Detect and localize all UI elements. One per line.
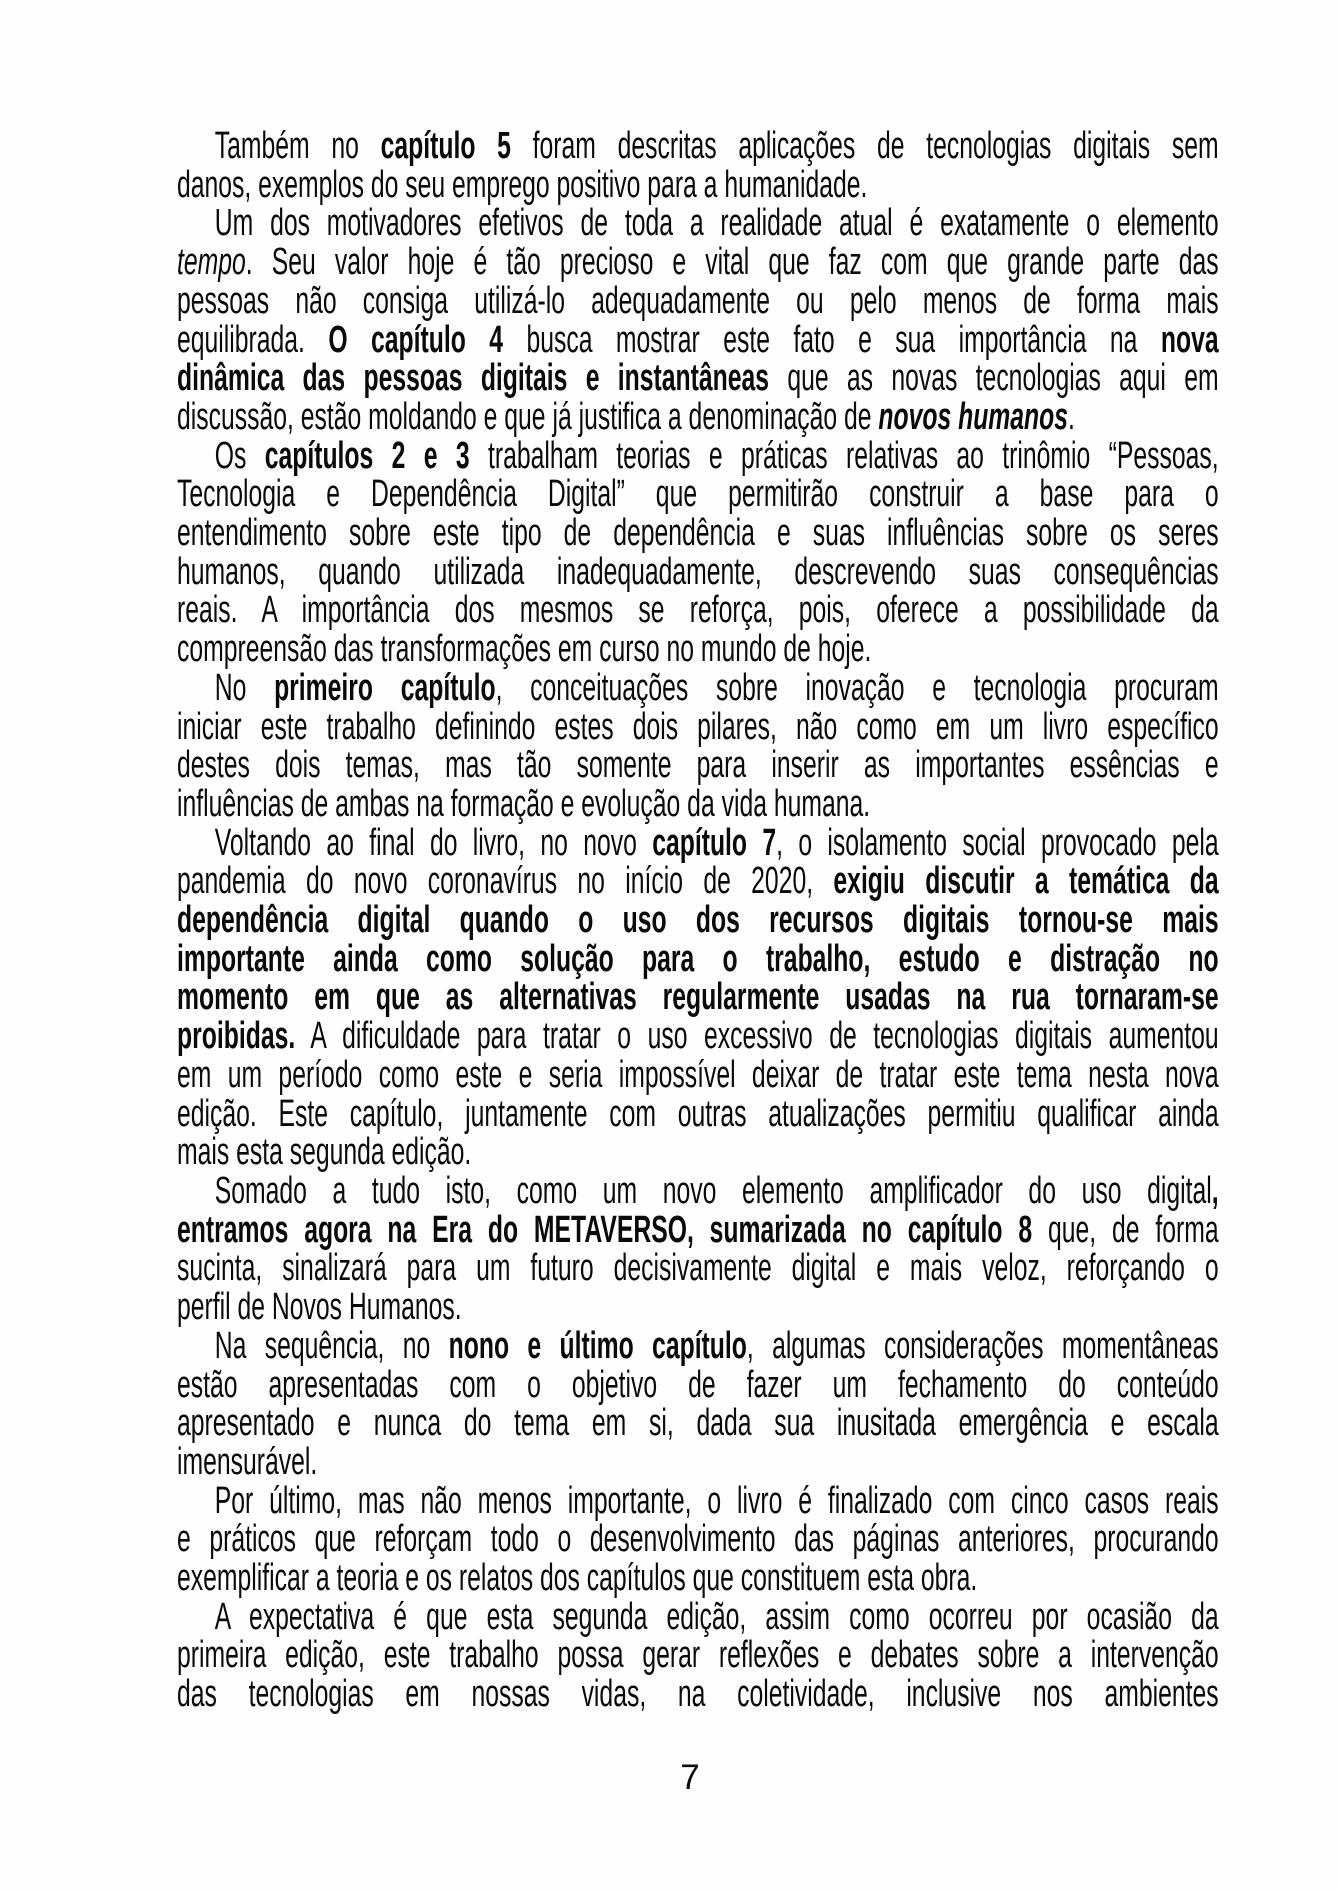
paragraph [177,1169,1219,1329]
text-segment: , algumas considerações momentâneas [746,1324,1219,1367]
text-line [177,475,1219,514]
text-segment: edição. Este capítulo, juntamente com outras atualizações permitiu qualificar ainda [177,1092,1219,1135]
text-line [177,937,1219,980]
text-line [177,243,1219,282]
text-segment: em um período como este e seria impossível deixar de tratar este tema nesta nova [177,1053,1219,1096]
text-segment: , conceituações sobre inovação e tecnologia procuram [495,666,1219,709]
text-segment: pandemia do novo coronavírus no início de 2020, [177,860,834,903]
text-line [177,395,1219,438]
text-segment: Um dos motivadores efetivos de toda a realidade atual é exatamente o elemento [214,202,1219,245]
page-number: 7 [680,1758,700,1797]
text-line [177,705,1219,748]
paragraph [177,1595,1219,1716]
text-line [177,1288,1219,1327]
text-segment: novos humanos [878,395,1069,438]
text-segment: . [1068,395,1075,438]
text-segment: exigiu discutir a temática da [833,860,1219,903]
text-line [177,1053,1219,1096]
text-segment: exemplificar a teoria e os relatos dos capítulos que constituem esta obra. [177,1557,978,1600]
text-segment: Somado a tudo isto, como um novo elemento amplificador do uso digital [214,1169,1212,1212]
text-segment: Na sequência, no [214,1324,449,1367]
text-line [177,978,1219,1017]
text-segment: das tecnologias em nossas vidas, na coletividade, inclusive nos ambientes [177,1673,1219,1716]
text-segment: estão apresentadas com o objetivo de fazer um fechamento do conteúdo [177,1363,1219,1406]
text-segment: foram descritas aplicações de tecnologias digitais sem [510,125,1219,167]
text-line [177,1208,1219,1251]
text-line [177,1324,1219,1367]
text-segment: trabalham teorias e práticas relativas ao trinômio “Pessoas, [469,434,1219,477]
text-segment: . Seu valor hoje é tão precioso e vital que faz com que grande parte das [245,241,1219,284]
text-line [177,1440,1219,1483]
text-segment: primeiro capítulo [274,666,496,709]
text-segment: , o isolamento social provocado pela [776,821,1219,864]
text-segment: Voltando ao final do livro, no novo [214,821,653,864]
text-segment: nono e último capítulo [448,1324,747,1367]
text-segment: busca mostrar este fato e sua importância na [503,318,1161,361]
paragraph [177,1324,1219,1483]
text-segment: No [214,666,275,709]
text-segment: perfil de Novos Humanos. [177,1286,462,1329]
text-line [177,1249,1219,1288]
text-line [177,591,1219,630]
text-line [177,434,1219,477]
text-segment: O capítulo 4 [328,318,504,361]
text-line [177,204,1219,243]
text-segment: reais. A importância dos mesmos se reforça, pois, oferece a possibilidade da [177,589,1219,632]
text-line [177,1017,1219,1056]
text-segment: imensurável. [177,1440,318,1483]
text-segment: danos, exemplos do seu emprego positivo para a humanidade. [177,163,868,206]
text-segment: destes dois temas, mas tão somente para inserir as importantes essências e [177,744,1219,787]
text-segment: compreensão das transformações em curso no mundo de hoje. [177,628,872,671]
text-line [177,901,1219,940]
text-line [177,666,1219,709]
text-line [177,1092,1219,1135]
text-segment: A expectativa é que esta segunda edição, assim como ocorreu por ocasião da [214,1595,1219,1638]
text-segment: Tecnologia e Dependência Digital” que permitirão construir a base para o [177,473,1219,516]
text-segment: equilibrada. [177,318,329,361]
text-segment: Também no [214,125,381,167]
text-segment: humanos, quando utilizada inadequadamente, descrevendo suas consequências [177,550,1219,593]
text-segment: influências de ambas na formação e evolução da vida humana. [177,782,871,825]
text-segment: primeira edição, este trabalho possa gerar reflexões e debates sobre a intervenção [177,1634,1219,1677]
text-segment: dependência digital quando o uso dos recursos digitais tornou-se mais [177,899,1219,942]
text-segment: que, de forma [1032,1208,1219,1251]
text-line [177,550,1219,593]
text-segment: tempo [177,241,246,284]
text-segment: dinâmica das pessoas digitais e instantâneas [177,357,770,400]
text-segment: que as novas tecnologias aqui em [769,357,1219,400]
text-segment: sucinta, sinalizará para um futuro decisivamente digital e mais veloz, reforçando o [177,1247,1219,1290]
text-segment: entramos agora na Era do METAVERSO, sumarizada no capítulo 8 [177,1208,1033,1251]
text-line [177,1169,1219,1212]
paragraph [177,666,1219,825]
text-line [177,359,1219,398]
text-line [177,1559,1219,1598]
text-line [177,1363,1219,1406]
text-segment: entendimento sobre este tipo de dependência e suas influências sobre os seres [177,512,1219,555]
text-segment: mais esta segunda edição. [177,1131,472,1174]
text-segment: discussão, estão moldando e que já justifica a denominação de [177,395,879,438]
text-line [177,630,1219,669]
text-segment: , [1211,1169,1219,1212]
paragraph [177,127,1219,204]
text-segment: capítulo 5 [380,125,511,167]
text-segment: nova [1160,318,1219,361]
text-line [177,1133,1219,1172]
text-segment: Os [214,434,265,477]
text-segment: capítulos 2 e 3 [264,434,470,477]
text-line [177,127,1219,166]
text-segment: momento em que as alternativas regularmente usadas na rua tornaram-se [177,976,1219,1019]
text-segment: importante ainda como solução para o trabalho, estudo e distração no [177,937,1219,980]
text-segment: iniciar este trabalho definindo estes dois pilares, não como em um livro específico [177,705,1219,748]
paragraph [177,1479,1219,1600]
text-line [177,514,1219,553]
text-line [177,1404,1219,1443]
text-segment: e práticos que reforçam todo o desenvolvimento das páginas anteriores, procurando [177,1518,1219,1561]
text-segment: A dificuldade para tratar o uso excessivo de tecnologias digitais aumentou [295,1015,1219,1058]
paragraph [177,204,1219,436]
text-line [177,862,1219,901]
text-segment: apresentado e nunca do tema em si, dada sua inusitada emergência e escala [177,1402,1219,1445]
text-line [177,318,1219,361]
paragraph [177,821,1219,1174]
text-block [177,127,1219,1714]
text-line [177,1595,1219,1638]
text-segment: capítulo 7 [652,821,777,864]
text-line [177,1479,1219,1522]
text-line [177,821,1219,864]
text-line [177,279,1219,322]
text-line [177,782,1219,825]
text-line [177,1675,1219,1714]
text-line [177,1520,1219,1559]
text-segment: Por último, mas não menos importante, o livro é finalizado com cinco casos reais [214,1479,1219,1522]
text-line [177,1636,1219,1675]
text-line [177,163,1219,206]
text-segment: proibidas. [177,1015,296,1058]
text-line [177,746,1219,785]
paragraph [177,434,1219,671]
text-segment: pessoas não consiga utilizá-lo adequadamente ou pelo menos de forma mais [177,279,1219,322]
